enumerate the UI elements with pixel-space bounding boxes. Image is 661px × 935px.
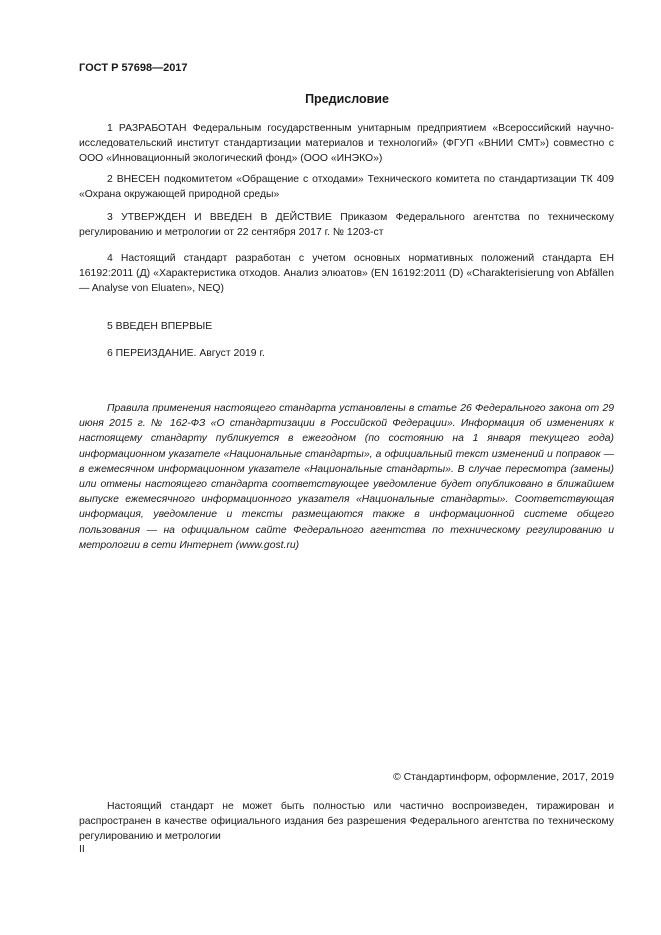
paragraph-first-introduced: 5 ВВЕДЕН ВПЕРВЫЕ [107,321,213,332]
copyright-line: © Стандартинформ, оформление, 2017, 2019 [393,772,614,783]
page-title: Предисловие [305,92,389,106]
paragraph-approved: 3 УТВЕРЖДЕН И ВВЕДЕН В ДЕЙСТВИЕ Приказом Федерального агентства по техническому регулированию и метрологии от 22 сентября 2017 г. № 1203-ст [79,212,614,239]
paragraph-developed-by: 1 РАЗРАБОТАН Федеральным государственным унитарным предприятием «Всероссийский научно-исследовательский институт стандартизации материалов и технологий» (ФГУП «ВНИИ СМТ») совместно с ООО «Инновационный экологический фонд» (ООО «ИНЭКО») [79,123,614,165]
application-rules-notice: Правила применения настоящего стандарта установлены в статье 26 Федерального закона от 29 июня 2015 г. № 162-ФЗ «О стандартизации в Российской Федерации». Информация об изменениях к настоящему стандарту публикуется в ежегодном (по состоянию на 1 января текущего года) информационном указателе «Национальные стандарты», а официальный текст изменений и поправок — в ежемесячном информационном указателе «Национальные стандарты». В случае пересмотра (замены) или отмены настоящего стандарта соответствующее уведомление будет опубликовано в ближайшем выпуске ежемесячного информационного указателя «Национальные стандарты». Соответствующая информация, уведомление и тексты размещаются также в информационной системе общего пользования — на официальном сайте Федерального агентства по техническому регулированию и метрологии в сети Интернет (www.gost.ru) [79,403,614,551]
paragraph-submitted-by: 2 ВНЕСЕН подкомитетом «Обращение с отходами» Технического комитета по стандартизации ТК 409 «Охрана окружающей природной среды» [79,174,614,201]
legal-notice: Настоящий стандарт не может быть полностью или частично воспроизведен, тиражирован и распространен в качестве официального издания без разрешения Федерального агентства по техническому регулированию и метрологии [79,801,614,843]
document-header: ГОСТ Р 57698—2017 [79,62,188,74]
page-number: II [79,844,85,855]
paragraph-reissue: 6 ПЕРЕИЗДАНИЕ. Август 2019 г. [107,348,265,359]
paragraph-based-on: 4 Настоящий стандарт разработан с учетом основных нормативных положений стандарта ЕН 16192:2011 (Д) «Характеристика отходов. Анализ элюатов» (EN 16192:2011 (D) «Charakterisierung von Abfällen — Analyse von Eluaten», NEQ) [79,253,614,295]
